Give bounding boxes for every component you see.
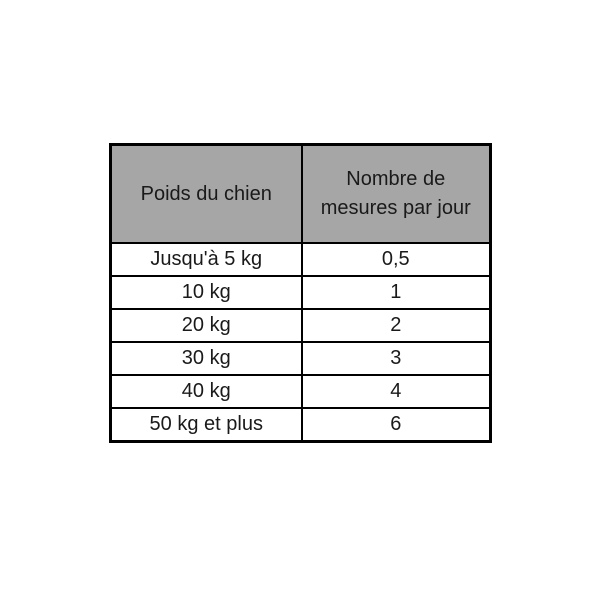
table-row <box>111 342 491 375</box>
table-cell-measures: 4 <box>302 375 491 408</box>
table-cell-measures: 0,5 <box>302 243 491 276</box>
table-cell-measures: 6 <box>302 408 491 442</box>
table-cell-weight: 40 kg <box>111 375 302 408</box>
table-row <box>111 408 491 442</box>
table-cell-weight: 30 kg <box>111 342 302 375</box>
table-cell-measures: 3 <box>302 342 491 375</box>
header-cell-mesures: Nombre de mesures par jour <box>302 145 491 244</box>
table-row <box>111 243 491 276</box>
table-row <box>111 276 491 309</box>
table-row <box>111 375 491 408</box>
table-cell-measures: 2 <box>302 309 491 342</box>
table-row <box>111 309 491 342</box>
dosage-table <box>109 143 492 443</box>
header-cell-poids: Poids du chien <box>111 145 302 244</box>
table-cell-weight: 20 kg <box>111 309 302 342</box>
table-cell-weight: 50 kg et plus <box>111 408 302 442</box>
table-cell-measures: 1 <box>302 276 491 309</box>
table-header-row <box>111 145 491 244</box>
table-cell-weight: Jusqu'à 5 kg <box>111 243 302 276</box>
table-cell-weight: 10 kg <box>111 276 302 309</box>
